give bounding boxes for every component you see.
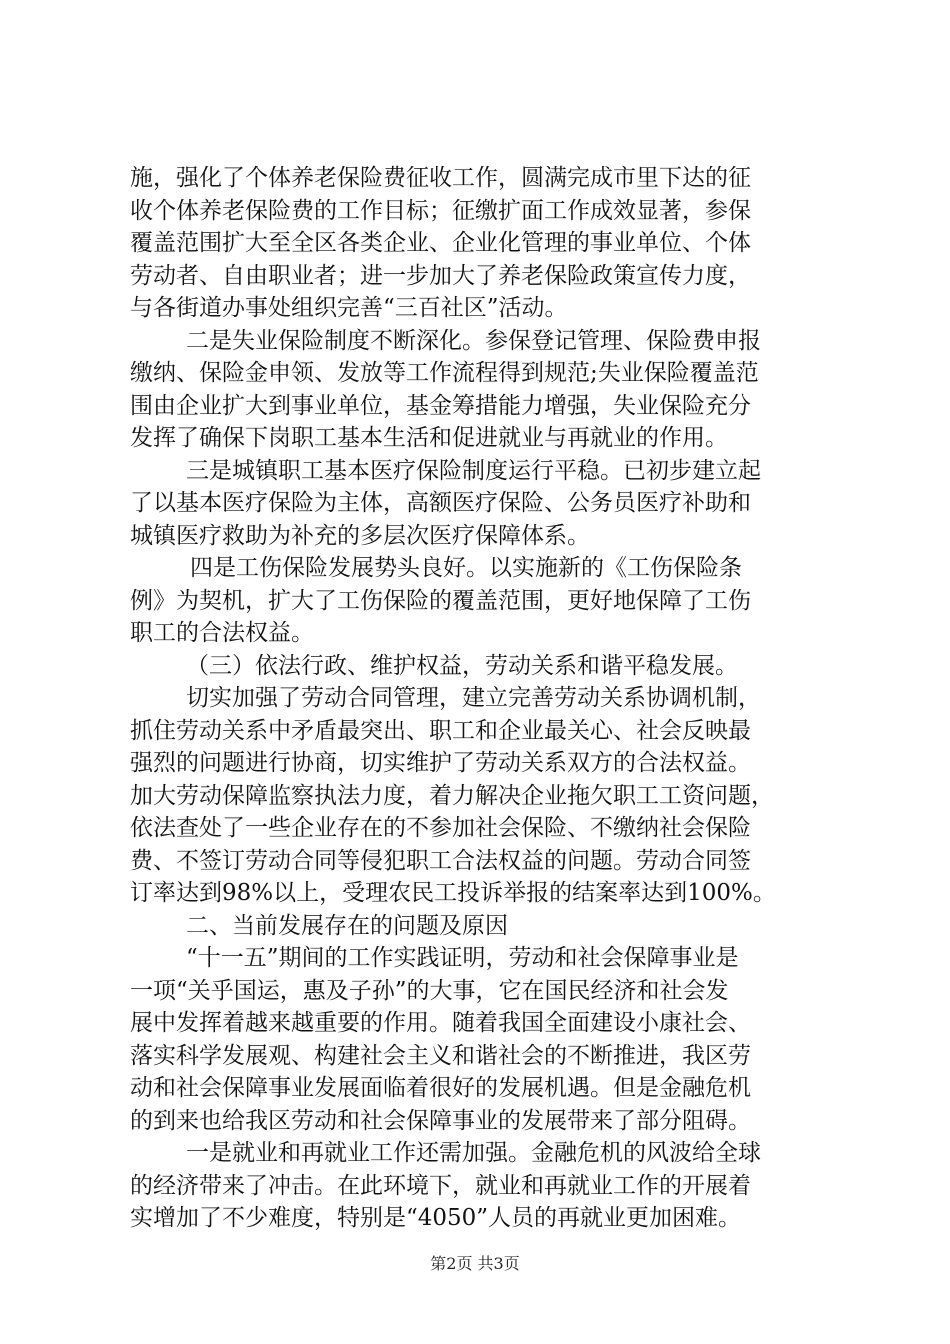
text-line: 城镇医疗救助为补充的多层次医疗保障体系。 [130, 522, 590, 549]
text-line: 职工的合法权益。 [130, 620, 314, 646]
text-line: 强烈的问题进行协商，切实维护了劳动关系双方的合法权益。 [130, 750, 751, 776]
text-line: 落实科学发展观、构建社会主义和谐社会的不断推进，我区劳 [130, 1042, 751, 1069]
page-number-footer: 第2页 共3页 [430, 1254, 520, 1273]
text-line: 覆盖范围扩大至全区各类企业、企业化管理的事业单位、个体 [130, 230, 751, 256]
text-line: 加大劳动保障监察执法力度，着力解决企业拖欠职工工资问题， [130, 782, 774, 809]
text-line: 抓住劳动关系中矛盾最突出、职工和企业最关心、社会反映最 [130, 717, 751, 744]
text-line: 的到来也给我区劳动和社会保障事业的发展带来了部分阻碍。 [130, 1107, 751, 1134]
text-line: 与各街道办事处组织完善“三百社区”活动。 [130, 295, 568, 321]
text-line: 了以基本医疗保险为主体，高额医疗保险、公务员医疗补助和 [130, 490, 751, 516]
text-line: 动和社会保障事业发展面临着很好的发展机遇。但是金融危机 [130, 1075, 751, 1101]
paragraph-start-line: 切实加强了劳动合同管理，建立完善劳动关系协调机制， [186, 685, 761, 711]
body-text [130, 162, 830, 1235]
text-line: 依法查处了一些企业存在的不参加社会保险、不缴纳社会保险 [130, 815, 751, 841]
text-line: 缴纳、保险金申领、发放等工作流程得到规范;失业保险覆盖范 [130, 360, 759, 386]
paragraph-start-line: 四是工伤保险发展势头良好。以实施新的《工伤保险条 [190, 555, 742, 581]
text-line: 劳动者、自由职业者；进一步加大了养老保险政策宣传力度， [130, 262, 751, 289]
text-line: 发挥了确保下岗职工基本生活和促进就业与再就业的作用。 [130, 425, 728, 451]
paragraph-start-line: 三是城镇职工基本医疗保险制度运行平稳。已初步建立起 [186, 457, 761, 484]
text-line: 收个体养老保险费的工作目标；征缴扩面工作成效显著，参保 [130, 197, 751, 224]
text-line: 施，强化了个体养老保险费征收工作，圆满完成市里下达的征 [130, 165, 751, 191]
paragraph-start-line: 一是就业和再就业工作还需加强。金融危机的风波给全球 [186, 1140, 761, 1166]
paragraph-start-line: “十一五”期间的工作实践证明，劳动和社会保障事业是 [186, 945, 739, 971]
text-line: 的经济带来了冲击。在此环境下，就业和再就业工作的开展着 [130, 1172, 751, 1199]
text-line: 展中发挥着越来越重要的作用。随着我国全面建设小康社会、 [130, 1010, 751, 1036]
section-heading: （三）依法行政、维护权益，劳动关系和谐平稳发展。 [186, 652, 738, 679]
text-line: 费、不签订劳动合同等侵犯职工合法权益的问题。劳动合同签 [130, 847, 751, 874]
text-line: 围由企业扩大到事业单位，基金筹措能力增强，失业保险充分 [130, 392, 751, 419]
text-line: 实增加了不少难度，特别是“4050”人员的再就业更加困难。 [130, 1205, 742, 1231]
text-line: 例》为契机，扩大了工伤保险的覆盖范围，更好地保障了工伤 [130, 587, 751, 614]
section-heading: 二、当前发展存在的问题及原因 [186, 912, 508, 939]
text-line: 订率达到98%以上，受理农民工投诉举报的结案率达到100%。 [130, 880, 776, 906]
paragraph-start-line: 二是失业保险制度不断深化。参保登记管理、保险费申报 [186, 327, 761, 354]
text-line: 一项“关乎国运，惠及子孙”的大事，它在国民经济和社会发 [130, 977, 729, 1004]
